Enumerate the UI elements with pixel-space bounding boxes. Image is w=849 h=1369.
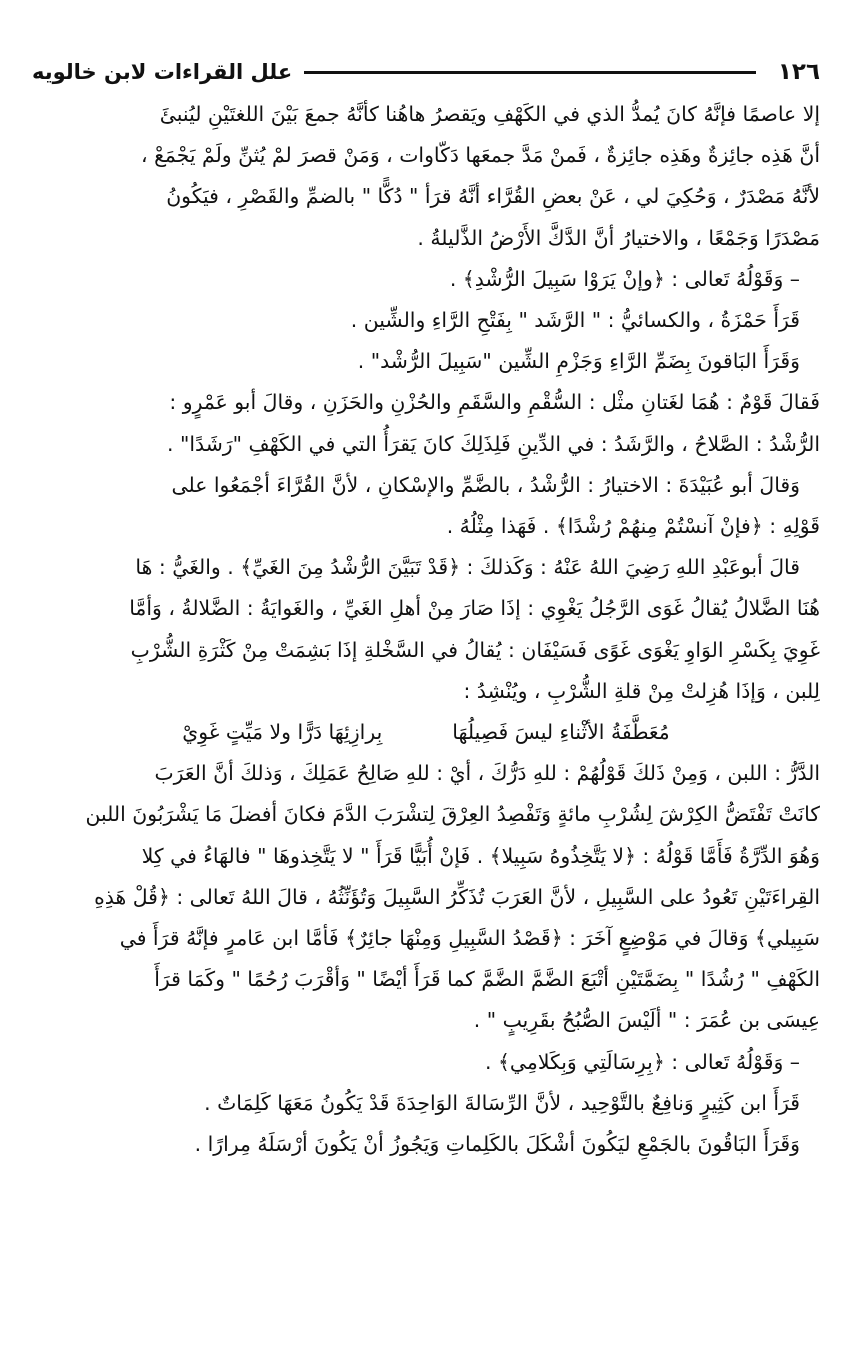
text-line: وَقَرَأَ البَاقونَ بِضَمِّ الرَّاءِ وَجَزْمِ الشِّين "سَبِيلَ الرُّشْد" . [357, 349, 800, 374]
text-line: الرُّشْدُ : الصَّلاحُ ، والرَّشَدُ : في الدِّينِ فَلِذَلِكَ كانَ يَقرَأُ التي في الكَهْفِ "رَشَدًا" . [167, 431, 820, 456]
text-line: إلا عاصمًا فإنَّهُ كانَ يُمدُّ الذي في الكَهْفِ ويَقصرُ هاهُنا كأنَّهُ جمعَ بَيْنَ اللغتَيْنِ ليُنبئَ [159, 102, 820, 126]
text-line: قَرَأَ ابن كَثِيرٍ وَنافِعٌ بالتَّوْحِيد ، لأنَّ الرِّسَالةَ الوَاحِدَةَ قَدْ يَكُونُ مَعَهَا كَلِمَاتٌ . [204, 1090, 800, 1115]
text-line: قَوْلِهِ : ﴿فإنْ آنسْتُمْ مِنهُمْ رُشْدًا﴾ . فَهَذا مِثْلُهُ . [446, 514, 820, 539]
verse-hemistich-first: مُعَطَّفَةُ الأثْناءِ ليسَ فَصِيلُهَا [452, 720, 670, 745]
text-line: أنَّ هَذِه جائِزةٌ وهَذِه جائِزةٌ ، فَمنْ مَدَّ جمعَها دَكّاوات ، وَمَنْ قصرَ لمْ يُثنِّ ولَمْ يَجْمَعْ ، [141, 143, 820, 168]
text-line: فَقالَ قَوْمٌ : هُمَا لغَتانِ مثْل : السُّقْمِ والسَّقَمِ والحُزْنِ والحَزَنِ ، وقالَ أبو عَمْرٍو : [169, 390, 820, 415]
text-line: عِيسَى بن عُمَرَ : " ألَيْسَ الصُّبُحُ بقَرِيبٍ " . [473, 1008, 820, 1033]
text-line: الكَهْفِ " رُشُدًا " بِضَمَّتَيْنِ أتْبَعَ الضَّمَّ الضَّمَّ كما قَرَأَ أيْضًا " وَأقْرَبَ رُحُمًا " وكَمَا قرَأَ [154, 967, 820, 992]
text-line: – وَقَوْلُهُ تَعالى : ﴿وإنْ يَرَوْا سَبِيلَ الرُّشْدِ﴾ . [449, 266, 800, 291]
text-line: قالَ أبوعَبْدِ اللهِ رَضِيَ اللهُ عَنْهُ : وَكَذلكَ : ﴿قَدْ تَبَيَّنَ الرُّشْدُ مِنَ الغَيِّ﴾ . والغَيُّ : هَا [135, 555, 800, 580]
page-body [32, 94, 820, 1165]
page-number: ١٢٦ [777, 59, 820, 85]
text-line: كانَتْ تَفْتَضُّ الكِرْشَ لِشُرْبِ مائةٍ وَتَفْصِدُ العِرْقَ لِتشْرَبَ الدَّمَ فكانَ أفضلَ مَا يَشْرَبُونَ اللبن [85, 802, 820, 827]
verse-hemistich-second: بِرازِئِهَا دَرًّا ولا مَيِّتٍ غَوِيْ [182, 720, 383, 745]
text-line: قَرَأَ حَمْزَةُ ، والكسائيُّ : " الرَّشَد " بِفَتْحِ الرَّاءِ والشِّين . [350, 308, 800, 333]
book-title: علل القراءات لابن خالويه [32, 60, 293, 84]
document-page [32, 50, 820, 1165]
poetry-verse [32, 712, 820, 753]
text-line: مَصْدَرًا وَجَمْعًا ، والاختيارُ أنَّ الدَّكَّ الأَرْضُ الذَّليلةُ . [417, 225, 820, 250]
text-line: هُنَا الضَّلالُ يُقالُ غَوَى الرَّجُلُ يَغْوِي : إذَا صَارَ مِنْ أهلِ الغَيِّ ، والغَوايَةُ : الضَّلالةُ ، وَأمَّا [129, 596, 820, 621]
text-line: وَقالَ أبو عُبَيْدَةَ : الاختيارُ : الرُّشْدُ ، بالضَّمِّ والإسْكانِ ، لأنَّ القُرَّاءَ أجْمَعُوا على [171, 472, 800, 497]
header-rule [304, 71, 756, 74]
text-line: لأنَّهُ مَصْدَرٌ ، وَحُكِيَ لي ، عَنْ بعضِ القُرَّاء أنَّهُ قرَأ " دُكًّا " بالضمِّ والقَصْرِ ، فيَكُونُ [166, 184, 820, 209]
text-line: وَهُوَ الدِّرَّةُ فَأَمَّا قَوْلُهُ : ﴿لا يَتَّخِذُوهُ سَبِيلا﴾ . فَإنْ أُبَيًّا قَرَأَ " لا يَتَّخِذوهَا " فالهَاءُ في كِلا [141, 843, 820, 868]
text-line: لِلبن ، وَإذَا هُزِلتْ مِنْ قلةِ الشُّرْبِ ، ويُنْشِدُ : [463, 678, 820, 703]
text-line: الدَّرُّ : اللبن ، وَمِنْ ذَلكَ قَوْلُهُمْ : للهِ دَرُّكَ ، أيْ : للهِ صَالِحُ عَمَلِكَ ، وَذلكَ أنَّ العَرَبَ [154, 761, 820, 786]
text-line: غَوِيَ بِكَسْرِ الوَاوِ يَغْوَى غَوًى فَسَيْفَان : يُقالُ في السَّخْلةِ إذَا بَشِمَتْ مِنْ كَثْرَةِ الشُّرْبِ [130, 637, 820, 662]
text-line: القِراءَتَيْنِ تَعُودُ على السَّبِيلِ ، لأنَّ العَرَبَ تُذَكِّرُ السَّبِيلَ وَتُؤَنِّثُهُ ، قالَ اللهُ تَعالى : ﴿قُلْ هَذِهِ [94, 884, 820, 909]
text-line: – وَقَوْلُهُ تَعالى : ﴿بِرِسَالَتِي وَبِكَلامِي﴾ . [485, 1049, 800, 1074]
text-line: سَبِيلي﴾ وَقالَ في مَوْضِعٍ آخَرَ : ﴿قَصْدُ السَّبِيلِ وَمِنْهَا جائِرٌ﴾ فَأمَّا ابن عَامرٍ فإنَّهُ قرَأَ في [119, 926, 820, 951]
text-line: وَقَرَأَ البَاقُونَ بالجَمْعِ ليَكُونَ أشْكَلَ بالكَلِماتِ وَيَجُوزُ أنْ يَكُونَ أرْسَلَهُ مِرارًا . [194, 1132, 800, 1157]
page-header [32, 50, 820, 94]
